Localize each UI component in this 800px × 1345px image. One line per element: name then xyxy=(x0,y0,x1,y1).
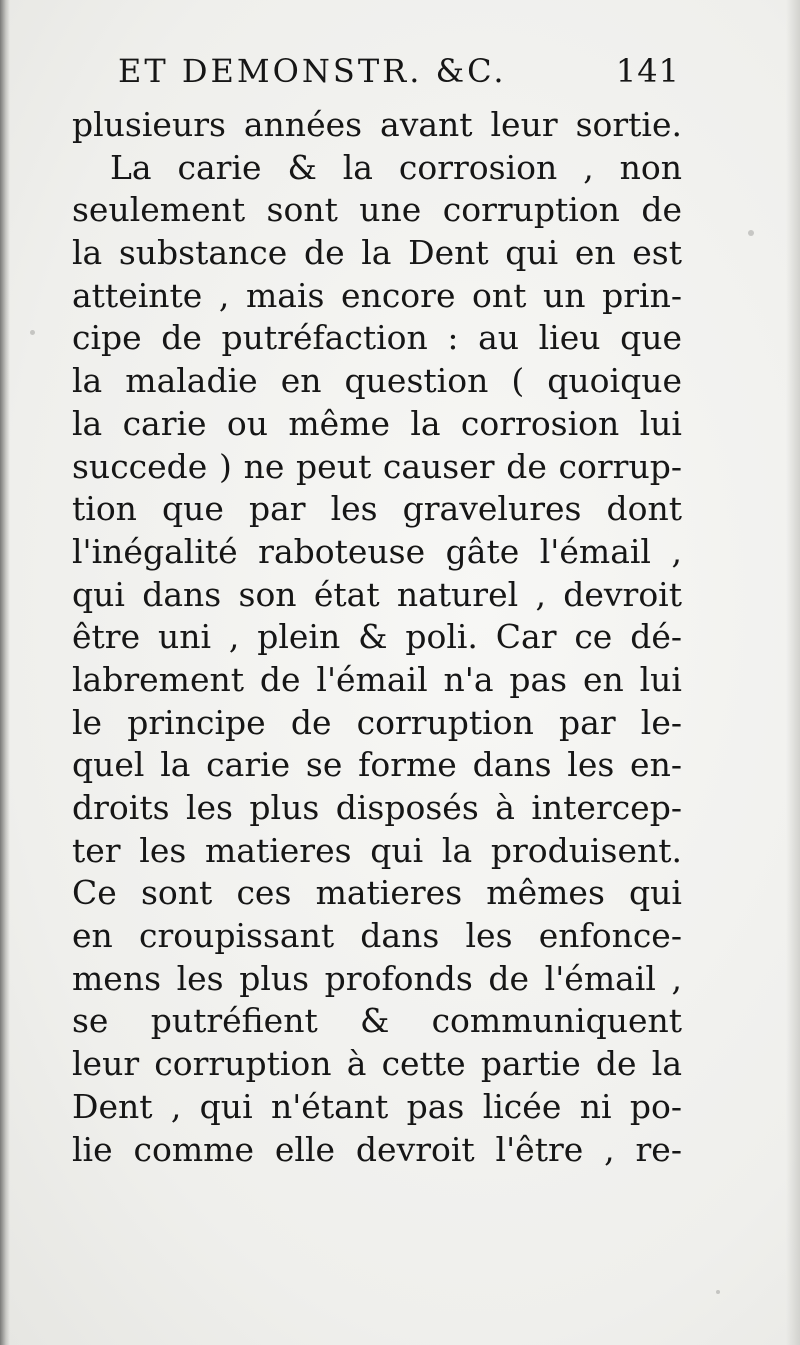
text-line: mens les plus profonds de l'émail , xyxy=(72,958,682,998)
text-line: tion que par les gravelures dont xyxy=(72,489,682,529)
text-line: qui dans son état naturel , devroit xyxy=(72,574,682,614)
text-line: la substance de la Dent qui en est xyxy=(72,233,682,273)
text-line: Dent , qui n'étant pas licée ni po- xyxy=(72,1086,682,1126)
page-binding-shadow xyxy=(0,0,10,1345)
text-line: ter les matieres qui la produisent. xyxy=(72,830,682,870)
paper-speck xyxy=(748,230,754,236)
text-line: droits les plus disposés à intercep- xyxy=(72,788,682,827)
text-line: atteinte , mais encore ont un prin- xyxy=(72,275,682,315)
text-line: La carie & la corrosion , non xyxy=(110,147,682,187)
page-edge-shadow xyxy=(786,0,800,1345)
text-line: la carie ou même la corrosion lui xyxy=(72,403,682,443)
paper-speck xyxy=(30,330,35,335)
text-line: quel la carie se forme dans les en- xyxy=(72,745,682,785)
running-head xyxy=(72,52,682,104)
paper-speck xyxy=(716,1290,720,1294)
running-title: ET DEMONSTR. &C. xyxy=(118,52,507,90)
text-line: plusieurs années avant leur sortie. xyxy=(72,105,682,144)
text-line: Ce sont ces matieres mêmes qui xyxy=(72,873,682,913)
text-line: lie comme elle devroit l'être , re- xyxy=(72,1129,682,1169)
text-line: seulement sont une corruption de xyxy=(72,190,682,230)
text-line: leur corruption à cette partie de la xyxy=(72,1044,682,1084)
text-line: se putréfient & communiquent xyxy=(72,1001,682,1041)
text-block xyxy=(72,52,682,1171)
text-line: cipe de putréfaction : au lieu que xyxy=(72,318,682,358)
text-line: succede ) ne peut causer de corrup- xyxy=(72,446,682,486)
text-line: en croupissant dans les enfonce- xyxy=(72,916,682,956)
text-line: l'inégalité raboteuse gâte l'émail , xyxy=(72,531,682,571)
text-line: le principe de corruption par le- xyxy=(72,702,682,742)
text-line: être uni , plein & poli. Car ce dé- xyxy=(72,617,682,657)
page-number: 141 xyxy=(615,52,680,90)
text-line: la maladie en question ( quoique xyxy=(72,361,682,401)
text-line: labrement de l'émail n'a pas en lui xyxy=(72,659,682,699)
